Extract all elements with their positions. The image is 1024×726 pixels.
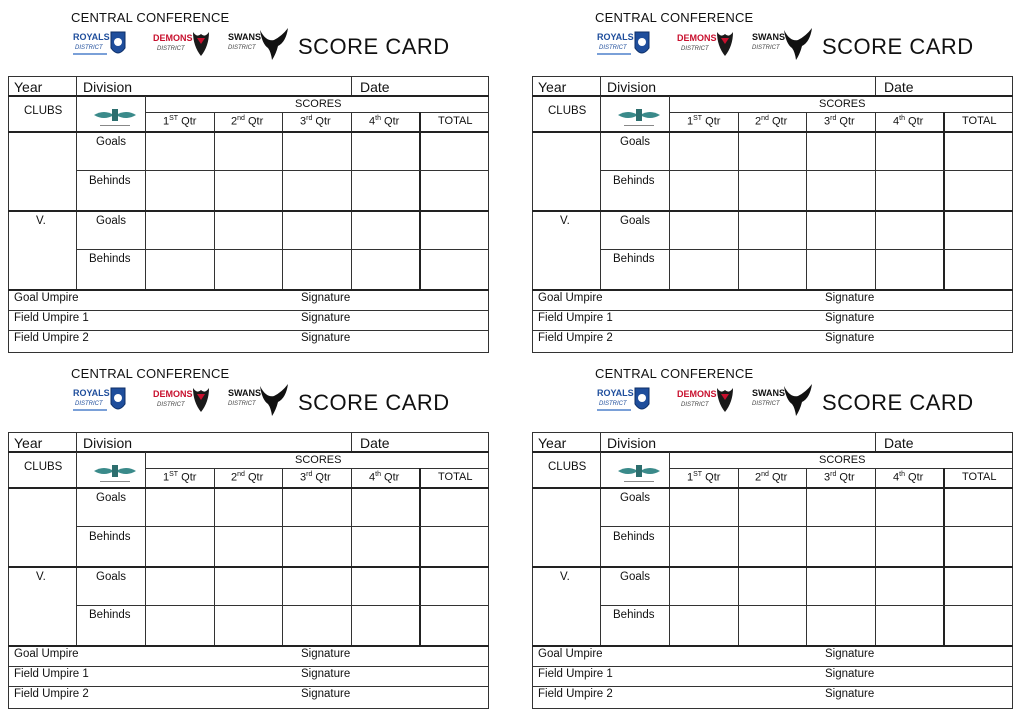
team1-behinds-label: Behinds: [613, 531, 655, 543]
year-label: Year: [14, 435, 43, 451]
swans-logo-text: SWANS: [228, 388, 262, 398]
demons-district-text: DISTRICT: [681, 402, 709, 408]
field-umpire-2-label: Field Umpire 2: [538, 688, 613, 700]
score-card-title: SCORE CARD: [822, 390, 974, 415]
grid-line: [600, 249, 1013, 250]
royals-logo-text: ROYALS: [73, 388, 110, 398]
swans-logo: [226, 384, 292, 418]
grid-line: [8, 289, 489, 291]
demons-district-text: DISTRICT: [681, 46, 709, 52]
grid-line: [532, 289, 1013, 291]
goal-umpire-label: Goal Umpire: [538, 292, 603, 304]
demons-logo-text: DEMONS: [153, 33, 193, 43]
grid-line: [351, 76, 352, 96]
team2-behinds-label: Behinds: [89, 253, 131, 265]
royals-district-text: DISTRICT: [599, 401, 627, 407]
demons-logo: [151, 384, 213, 418]
grid-line: [8, 686, 489, 687]
grid-line: [76, 249, 489, 250]
clubs-label: CLUBS: [548, 461, 587, 473]
grid-line: [145, 452, 146, 647]
grid-line: [532, 95, 1013, 97]
division-label: Division: [83, 435, 133, 451]
grid-line: [351, 468, 352, 647]
division-label: Division: [607, 435, 657, 451]
field-umpire-1-signature-label: Signature: [825, 312, 875, 324]
grid-border: [1012, 432, 1013, 709]
scores-label: SCORES: [819, 454, 866, 466]
q3-header: 3rd Qtr: [300, 115, 331, 128]
grid-line: [875, 76, 876, 96]
grid-line: [669, 112, 1013, 113]
grid-border: [532, 352, 1013, 353]
grid-line: [8, 95, 489, 97]
scores-label: SCORES: [819, 98, 866, 110]
year-label: Year: [538, 435, 567, 451]
grid-line: [76, 526, 489, 527]
grid-line: [738, 112, 739, 291]
grid-line: [419, 112, 421, 291]
grid-line: [419, 468, 421, 647]
royals-district-text: DISTRICT: [75, 45, 103, 51]
grid-border: [532, 76, 1013, 77]
q2-header: 2nd Qtr: [755, 471, 788, 484]
goal-umpire-signature-label: Signature: [301, 648, 351, 660]
swans-district-text: DISTRICT: [752, 45, 780, 51]
conference-club-icon: [92, 459, 138, 485]
grid-border: [532, 432, 1013, 433]
swans-district-text: DISTRICT: [228, 45, 256, 51]
team1-goals-label: Goals: [620, 136, 651, 148]
grid-line: [76, 170, 489, 171]
grid-line: [738, 468, 739, 647]
field-umpire-1-signature-label: Signature: [301, 668, 351, 680]
grid-line: [8, 310, 489, 311]
demons-logo-text: DEMONS: [677, 33, 717, 43]
swans-district-text: DISTRICT: [752, 401, 780, 407]
field-umpire-2-label: Field Umpire 2: [14, 688, 89, 700]
grid-line: [532, 131, 1013, 133]
q1-header: 1ST Qtr: [163, 115, 197, 128]
grid-line: [214, 112, 215, 291]
grid-line: [145, 112, 489, 113]
grid-border: [488, 76, 489, 353]
grid-line: [76, 96, 77, 291]
swans-logo-text: SWANS: [752, 32, 786, 42]
demons-district-text: DISTRICT: [157, 402, 185, 408]
grid-line: [600, 96, 601, 291]
grid-line: [943, 468, 945, 647]
score-card-title: SCORE CARD: [298, 34, 450, 59]
grid-line: [8, 645, 489, 647]
grid-line: [532, 310, 1013, 311]
total-header: TOTAL: [438, 471, 473, 483]
grid-line: [145, 96, 146, 291]
versus-label: V.: [560, 215, 570, 227]
grid-line: [76, 605, 489, 606]
goal-umpire-label: Goal Umpire: [538, 648, 603, 660]
goal-umpire-signature-label: Signature: [825, 648, 875, 660]
team1-behinds-label: Behinds: [613, 175, 655, 187]
score-grid: [8, 76, 489, 353]
grid-line: [532, 330, 1013, 331]
demons-logo-text: DEMONS: [153, 389, 193, 399]
grid-line: [8, 487, 489, 489]
grid-line: [214, 468, 215, 647]
total-header: TOTAL: [962, 471, 997, 483]
grid-line: [875, 468, 876, 647]
grid-line: [76, 452, 77, 647]
grid-line: [875, 112, 876, 291]
grid-line: [532, 645, 1013, 647]
grid-line: [282, 112, 283, 291]
year-label: Year: [538, 79, 567, 95]
swans-district-text: DISTRICT: [228, 401, 256, 407]
grid-line: [8, 451, 489, 453]
division-label: Division: [83, 79, 133, 95]
field-umpire-2-label: Field Umpire 2: [538, 332, 613, 344]
grid-line: [600, 452, 601, 647]
grid-border: [1012, 76, 1013, 353]
grid-border: [8, 708, 489, 709]
field-umpire-1-signature-label: Signature: [301, 312, 351, 324]
team1-behinds-label: Behinds: [89, 531, 131, 543]
q1-header: 1ST Qtr: [687, 115, 721, 128]
grid-line: [532, 487, 1013, 489]
year-label: Year: [14, 79, 43, 95]
grid-line: [600, 526, 1013, 527]
conference-club-icon: [616, 103, 662, 129]
goal-umpire-signature-label: Signature: [825, 292, 875, 304]
demons-district-text: DISTRICT: [157, 46, 185, 52]
grid-line: [8, 566, 489, 568]
demons-logo: [675, 28, 737, 62]
swans-logo-text: SWANS: [752, 388, 786, 398]
grid-line: [145, 468, 489, 469]
grid-line: [8, 210, 489, 212]
q3-header: 3rd Qtr: [300, 471, 331, 484]
goal-umpire-label: Goal Umpire: [14, 292, 79, 304]
versus-label: V.: [36, 571, 46, 583]
grid-line: [943, 112, 945, 291]
grid-line: [532, 566, 1013, 568]
field-umpire-1-label: Field Umpire 1: [14, 312, 89, 324]
grid-line: [282, 468, 283, 647]
conference-title: CENTRAL CONFERENCE: [71, 10, 230, 25]
royals-district-text: DISTRICT: [75, 401, 103, 407]
q2-header: 2nd Qtr: [231, 471, 264, 484]
versus-label: V.: [560, 571, 570, 583]
date-label: Date: [884, 79, 914, 95]
conference-title: CENTRAL CONFERENCE: [71, 366, 230, 381]
team2-behinds-label: Behinds: [613, 609, 655, 621]
conference-title: CENTRAL CONFERENCE: [595, 366, 754, 381]
total-header: TOTAL: [438, 115, 473, 127]
score-grid: [532, 76, 1013, 353]
grid-line: [8, 131, 489, 133]
team1-goals-label: Goals: [96, 136, 127, 148]
q3-header: 3rd Qtr: [824, 115, 855, 128]
team2-behinds-label: Behinds: [613, 253, 655, 265]
grid-line: [76, 76, 77, 96]
grid-line: [600, 170, 1013, 171]
clubs-label: CLUBS: [548, 105, 587, 117]
royals-logo-text: ROYALS: [597, 32, 634, 42]
grid-line: [600, 432, 601, 452]
conference-club-icon: [92, 103, 138, 129]
team2-goals-label: Goals: [96, 215, 127, 227]
swans-logo: [750, 28, 816, 62]
grid-line: [875, 432, 876, 452]
demons-logo-text: DEMONS: [677, 389, 717, 399]
q1-header: 1ST Qtr: [687, 471, 721, 484]
grid-line: [351, 112, 352, 291]
demons-logo: [675, 384, 737, 418]
q2-header: 2nd Qtr: [231, 115, 264, 128]
swans-logo-text: SWANS: [228, 32, 262, 42]
grid-border: [8, 432, 9, 709]
grid-line: [600, 605, 1013, 606]
demons-logo: [151, 28, 213, 62]
grid-line: [600, 76, 601, 96]
grid-border: [8, 432, 489, 433]
grid-line: [532, 210, 1013, 212]
royals-logo: [71, 28, 129, 62]
swans-logo: [750, 384, 816, 418]
field-umpire-2-signature-label: Signature: [825, 332, 875, 344]
date-label: Date: [360, 79, 390, 95]
score-grid: [8, 432, 489, 709]
q2-header: 2nd Qtr: [755, 115, 788, 128]
grid-line: [669, 96, 670, 291]
royals-logo: [595, 28, 653, 62]
grid-line: [8, 666, 489, 667]
royals-logo-text: ROYALS: [597, 388, 634, 398]
field-umpire-2-label: Field Umpire 2: [14, 332, 89, 344]
score-card: [532, 6, 1013, 346]
team1-goals-label: Goals: [620, 492, 651, 504]
swans-logo: [226, 28, 292, 62]
grid-border: [8, 76, 9, 353]
team1-behinds-label: Behinds: [89, 175, 131, 187]
grid-line: [806, 112, 807, 291]
team2-goals-label: Goals: [96, 571, 127, 583]
grid-line: [669, 452, 670, 647]
q4-header: 4th Qtr: [893, 115, 924, 128]
royals-logo-text: ROYALS: [73, 32, 110, 42]
field-umpire-1-label: Field Umpire 1: [14, 668, 89, 680]
team2-goals-label: Goals: [620, 215, 651, 227]
grid-border: [532, 708, 1013, 709]
field-umpire-1-label: Field Umpire 1: [538, 668, 613, 680]
royals-logo: [71, 384, 129, 418]
grid-line: [76, 432, 77, 452]
field-umpire-2-signature-label: Signature: [301, 688, 351, 700]
team2-goals-label: Goals: [620, 571, 651, 583]
team1-goals-label: Goals: [96, 492, 127, 504]
grid-line: [8, 330, 489, 331]
grid-line: [532, 686, 1013, 687]
division-label: Division: [607, 79, 657, 95]
score-card-title: SCORE CARD: [822, 34, 974, 59]
q4-header: 4th Qtr: [369, 471, 400, 484]
conference-club-icon: [616, 459, 662, 485]
royals-logo: [595, 384, 653, 418]
grid-border: [532, 76, 533, 353]
q4-header: 4th Qtr: [369, 115, 400, 128]
goal-umpire-signature-label: Signature: [301, 292, 351, 304]
q4-header: 4th Qtr: [893, 471, 924, 484]
scores-label: SCORES: [295, 454, 342, 466]
clubs-label: CLUBS: [24, 105, 63, 117]
grid-line: [669, 468, 1013, 469]
score-card: [532, 362, 1013, 702]
grid-line: [351, 432, 352, 452]
score-card-title: SCORE CARD: [298, 390, 450, 415]
clubs-label: CLUBS: [24, 461, 63, 473]
date-label: Date: [884, 435, 914, 451]
q1-header: 1ST Qtr: [163, 471, 197, 484]
conference-title: CENTRAL CONFERENCE: [595, 10, 754, 25]
q3-header: 3rd Qtr: [824, 471, 855, 484]
grid-line: [806, 468, 807, 647]
grid-line: [532, 451, 1013, 453]
grid-border: [8, 352, 489, 353]
score-card: [8, 6, 489, 346]
field-umpire-2-signature-label: Signature: [825, 688, 875, 700]
scores-label: SCORES: [295, 98, 342, 110]
goal-umpire-label: Goal Umpire: [14, 648, 79, 660]
team2-behinds-label: Behinds: [89, 609, 131, 621]
field-umpire-1-signature-label: Signature: [825, 668, 875, 680]
field-umpire-2-signature-label: Signature: [301, 332, 351, 344]
grid-border: [8, 76, 489, 77]
date-label: Date: [360, 435, 390, 451]
versus-label: V.: [36, 215, 46, 227]
total-header: TOTAL: [962, 115, 997, 127]
grid-line: [532, 666, 1013, 667]
grid-border: [488, 432, 489, 709]
field-umpire-1-label: Field Umpire 1: [538, 312, 613, 324]
score-card: [8, 362, 489, 702]
royals-district-text: DISTRICT: [599, 45, 627, 51]
grid-border: [532, 432, 533, 709]
score-grid: [532, 432, 1013, 709]
